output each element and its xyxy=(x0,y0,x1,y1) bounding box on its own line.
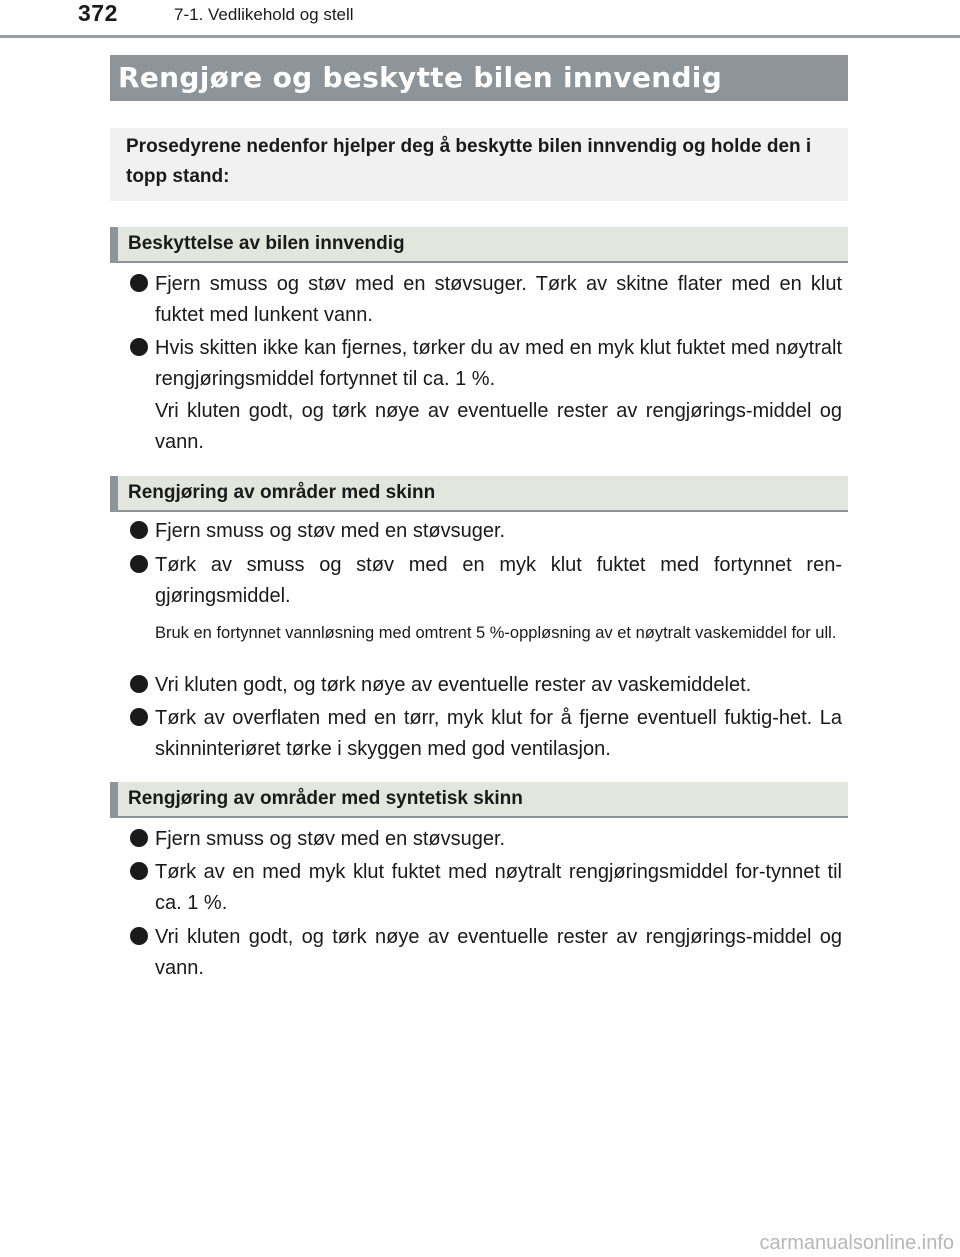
list-item-text: Tørk av en med myk klut fuktet med nøytralt rengjøringsmiddel for-tynnet til ca. 1 %. xyxy=(155,861,842,914)
heading-marker xyxy=(110,782,118,816)
section-heading-label: Rengjøring av områder med skinn xyxy=(128,482,436,503)
section-heading-label: Beskyttelse av bilen innvendig xyxy=(128,233,405,254)
section-title: Rengjøre og beskytte bilen innvendig xyxy=(110,55,848,101)
list-item xyxy=(130,857,842,919)
header-divider xyxy=(0,35,960,38)
list-item xyxy=(130,269,842,331)
bullet-dot-icon xyxy=(130,927,148,945)
section-heading-label: Rengjøring av områder med syntetisk skinn xyxy=(128,788,523,809)
list-item-text: Tørk av overflaten med en tørr, myk klut for å fjerne eventuell fuktig-het. La skinninteriøret tørke i skyggen med god ventilasjon. xyxy=(155,707,842,760)
list-item-text: Vri kluten godt, og tørk nøye av eventuelle rester av vaskemiddelet. xyxy=(155,674,752,696)
page-header xyxy=(0,0,960,40)
note-text: Bruk en fortynnet vannløsning med omtrent 5 %-oppløsning av et nøytralt vaskemiddel for ull. xyxy=(155,624,837,642)
list-item-text: Fjern smuss og støv med en støvsuger. xyxy=(155,520,506,542)
list-item-continuation xyxy=(155,396,842,458)
bullet-dot-icon xyxy=(130,521,148,539)
bullet-dot-icon xyxy=(130,274,148,292)
intro-box: Prosedyrene nedenfor hjelper deg å beskytte bilen innvendig og holde den i topp stand: xyxy=(110,128,848,201)
bullet-dot-icon xyxy=(130,555,148,573)
list-item xyxy=(130,824,842,855)
bullet-dot-icon xyxy=(130,829,148,847)
list-item xyxy=(130,922,842,984)
list-item-text: Fjern smuss og støv med en støvsuger. xyxy=(155,828,506,850)
list-item-text: Hvis skitten ikke kan fjernes, tørker du av med en myk klut fuktet med nøytralt rengjøringsmiddel fortynnet til ca. 1 %. xyxy=(155,337,842,390)
bullet-dot-icon xyxy=(130,862,148,880)
section-heading-interior-protection xyxy=(110,227,848,263)
list-item-text: Fjern smuss og støv med en støvsuger. Tørk av skitne flater med en klut fuktet med lunkent vann. xyxy=(155,273,842,326)
watermark: carmanualsonline.info xyxy=(759,1232,954,1254)
list-item xyxy=(130,703,842,765)
bullet-dot-icon xyxy=(130,675,148,693)
list-item xyxy=(130,516,842,547)
page-number: 372 xyxy=(78,0,118,26)
section-heading-synthetic-leather xyxy=(110,782,848,818)
heading-marker xyxy=(110,227,118,261)
section-heading-leather xyxy=(110,476,848,512)
heading-marker xyxy=(110,476,118,510)
bullet-dot-icon xyxy=(130,708,148,726)
list-item xyxy=(130,333,842,395)
list-item xyxy=(130,670,842,701)
list-item-text: Vri kluten godt, og tørk nøye av eventuelle rester av rengjørings-middel og vann. xyxy=(155,926,842,979)
list-item xyxy=(130,550,842,612)
list-item-text: Tørk av smuss og støv med en myk klut fuktet med fortynnet ren-gjøringsmiddel. xyxy=(155,554,842,607)
chapter-title: 7-1. Vedlikehold og stell xyxy=(174,5,354,24)
bullet-dot-icon xyxy=(130,338,148,356)
list-item-text: Vri kluten godt, og tørk nøye av eventuelle rester av rengjørings-middel og vann. xyxy=(155,400,842,453)
